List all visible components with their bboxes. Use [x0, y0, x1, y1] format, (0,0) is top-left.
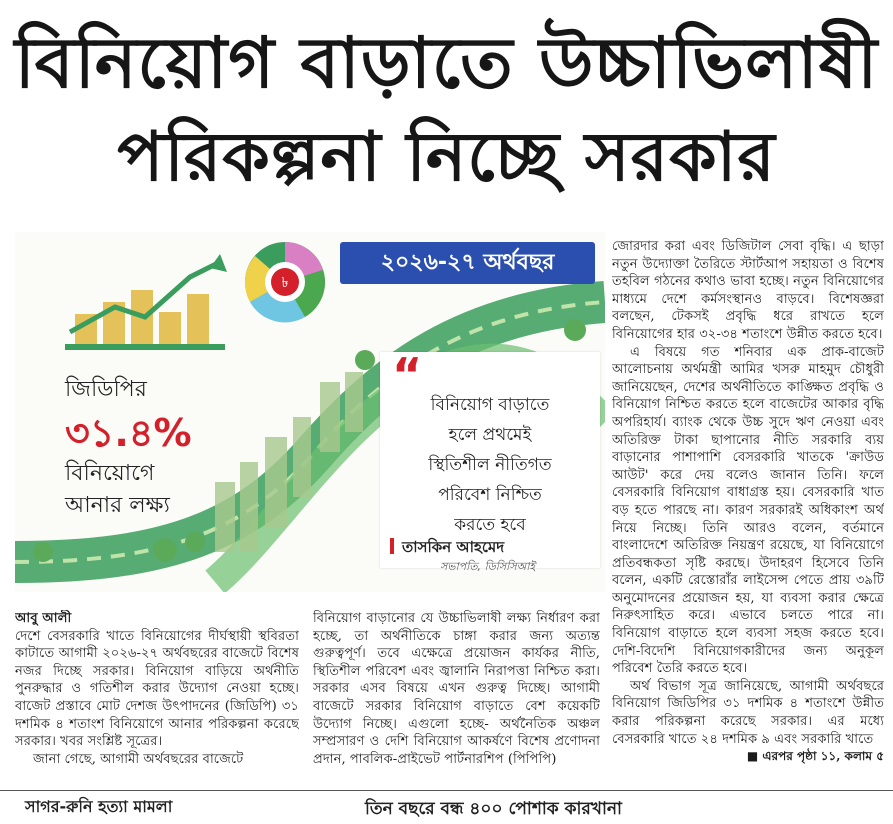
next-story-headline-middle: তিন বছরে বন্ধ ৪০০ পোশাক কারখানা [365, 799, 622, 819]
speaker-marker [390, 538, 394, 554]
headline-line-1: বিনিয়োগ বাড়াতে উচ্চাভিলাষী [14, 22, 879, 104]
article-paragraph: এ বিষয়ে গত শনিবার এক প্রাক-বাজেট আলোচনায় অর্থমন্ত্রী আমির খসরু মাহমুদ চৌধুরী জানিয়েছেন, দেশের অর্থনীতিতে কাঙ্ক্ষিত প্রবৃদ্ধি ও বিনিয়োগ নিশ্চিত করতে হলে বাজেটের আকার বৃদ্ধি অপরিহার্য। ব্যাংক থেকে উচ্চ সুদে ঋণ নেওয়া এবং অতিরিক্ত টাকা ছাপানোর নীতি সরকারি ব্যয় বাড়ানোর পাশাপাশি বেসরকারি খাতকে 'ক্রাউড আউট' করে দেয় বলেও জানান তিনি। ফলে বেসরকারি বিনিয়োগ বাধাগ্রস্ত হয়। বেসরকারি খাত বড় হতে পারছে না। কারণ সরকারই অধিকাংশ অর্থ নিয়ে নিচ্ছে। তিনি আরও বলেন, বর্তমানে বাংলাদেশে অতিরিক্ত নিয়ন্ত্রণ রয়েছে, যা বিনিয়োগে প্রতিবন্ধকতা সৃষ্টি করছে। উদাহরণ হিসেবে তিনি বলেন, একটি রেস্তোরাঁর লাইসেন্স পেতে প্রায় ৩৯টি অনুমোদনের প্রয়োজন হয়, যা ব্যবসা করার ক্ষেত্রে নিরুৎসাহিত করে। এভাবে চলতে পারে না। বিনিয়োগ বাড়াতে হলে ব্যবসা সহজ করতে হবে। দেশি-বিদেশি বিনিয়োগকারীদের জন্য অনুকূল পরিবেশ তৈরি করতে হবে। [612, 344, 884, 677]
speaker-name: তাসকিন আহমেদ [402, 538, 505, 556]
article-column-left [15, 610, 299, 782]
gdp-value: ৩১.৪% [65, 411, 192, 455]
svg-text:৳: ৳ [281, 275, 289, 291]
next-story-headline-left: সাগর-রুনি হত্যা মামলা [25, 797, 173, 816]
infographic [15, 232, 605, 592]
byline: আবু আলী [15, 611, 72, 626]
article-paragraph: দেশে বেসরকারি খাতে বিনিয়োগের দীর্ঘস্থায়ী স্থবিরতা কাটাতে আগামী ২০২৬-২৭ অর্থবছরের বাজেটে বিশেষ নজর দিচ্ছে সরকার। বিনিয়োগ বাড়িয়ে অর্থনীতি পুনরুদ্ধার ও গতিশীল করার উদ্যোগ নেওয়া হচ্ছে। বাজেট প্রস্তাবে মোট দেশজ উৎপাদনের (জিডিপি) ৩১ দশমিক ৪ শতাংশ বিনিয়োগে আনার পরিকল্পনা করেছে সরকার। খবর সংশ্লিষ্ট সূত্রের। [15, 628, 299, 750]
quote-box [380, 348, 600, 573]
article-column-right [612, 238, 884, 786]
quote-line: করতে হবে [454, 515, 526, 535]
fiscal-year-banner: ২০২৬-২৭ অর্থবছর [340, 242, 595, 284]
article-paragraph: জোরদার করা এবং ডিজিটাল সেবা বৃদ্ধি। এ ছাড়া নতুন উদ্যোক্তা তৈরিতে স্টার্টআপ সহায়তা ও বিশেষ তহবিল গঠনের কথাও ভাবা হচ্ছে। নতুন বিনিয়োগের মাধ্যমে দেশে কর্মসংস্থানও বাড়বে। বিশেষজ্ঞরা বলছেন, টেকসই প্রবৃদ্ধি ধরে রাখতে হলে বিনিয়োগের হার ৩২-৩৪ শতাংশে উন্নীত করতে হবে। [612, 239, 884, 342]
quote-mark-icon: “ [392, 348, 423, 402]
article-column-middle [313, 610, 600, 786]
quote-text [380, 390, 600, 540]
gdp-caption-line-2: আনার লক্ষ্য [65, 493, 170, 518]
quote-line: বিনিয়োগ বাড়াতে [430, 395, 550, 415]
gdp-label: জিডিপির [65, 377, 147, 402]
headline-line-2: পরিকল্পনা নিচ্ছে সরকার [117, 118, 776, 197]
quote-line: পরিবেশ নিশ্চিত [438, 485, 542, 505]
article-paragraph: বিনিয়োগ বাড়ানোর যে উচ্চাভিলাষী লক্ষ্য নির্ধারণ করা হচ্ছে, তা অর্থনীতিকে চাঙ্গা করার জন্য অত্যন্ত গুরুত্বপূর্ণ। তবে এক্ষেত্রে প্রয়োজন কার্যকর নীতি, স্থিতিশীল পরিবেশ এবং জ্বালানি নিরাপত্তা নিশ্চিত করা। সরকার এসব বিষয়ে এখন গুরুত্ব দিচ্ছে। আগামী বাজেটে সরকার বিনিয়োগ বাড়াতে বেশ কয়েকটি উদ্যোগ নিচ্ছে। এগুলো হচ্ছে- অর্থনৈতিক অঞ্চল সম্প্রসারণ ও দেশি বিনিয়োগ আকর্ষণে বিশেষ প্রণোদনা প্রদান, পাবলিক-প্রাইভেট পার্টনারশিপ (পিপিপি) [313, 611, 600, 767]
gdp-caption-line-1: বিনিয়োগে [65, 461, 155, 486]
article-paragraph: জানা গেছে, আগামী অর্থবছরের বাজেটে [33, 751, 244, 767]
article-paragraph: অর্থ বিভাগ সূত্র জানিয়েছে, আগামী অর্থবছরে বিনিয়োগ জিডিপির ৩১ দশমিক ৪ শতাংশে উন্নীত করার পরিকল্পনা করেছে সরকার। এর মধ্যে বেসরকারি খাতে ২৪ দশমিক ৯ এবং সরকারি খাতে [612, 678, 884, 747]
section-divider [0, 790, 893, 791]
continued-on-link[interactable]: ■ এরপর পৃষ্ঠা ১১, কলাম ৫ [746, 749, 884, 764]
quote-line: স্থিতিশীল নীতিগত [428, 455, 552, 475]
quote-line: হলে প্রথমেই [448, 425, 532, 445]
speaker-role: সভাপতি, ডিসিসিআই [440, 560, 536, 573]
